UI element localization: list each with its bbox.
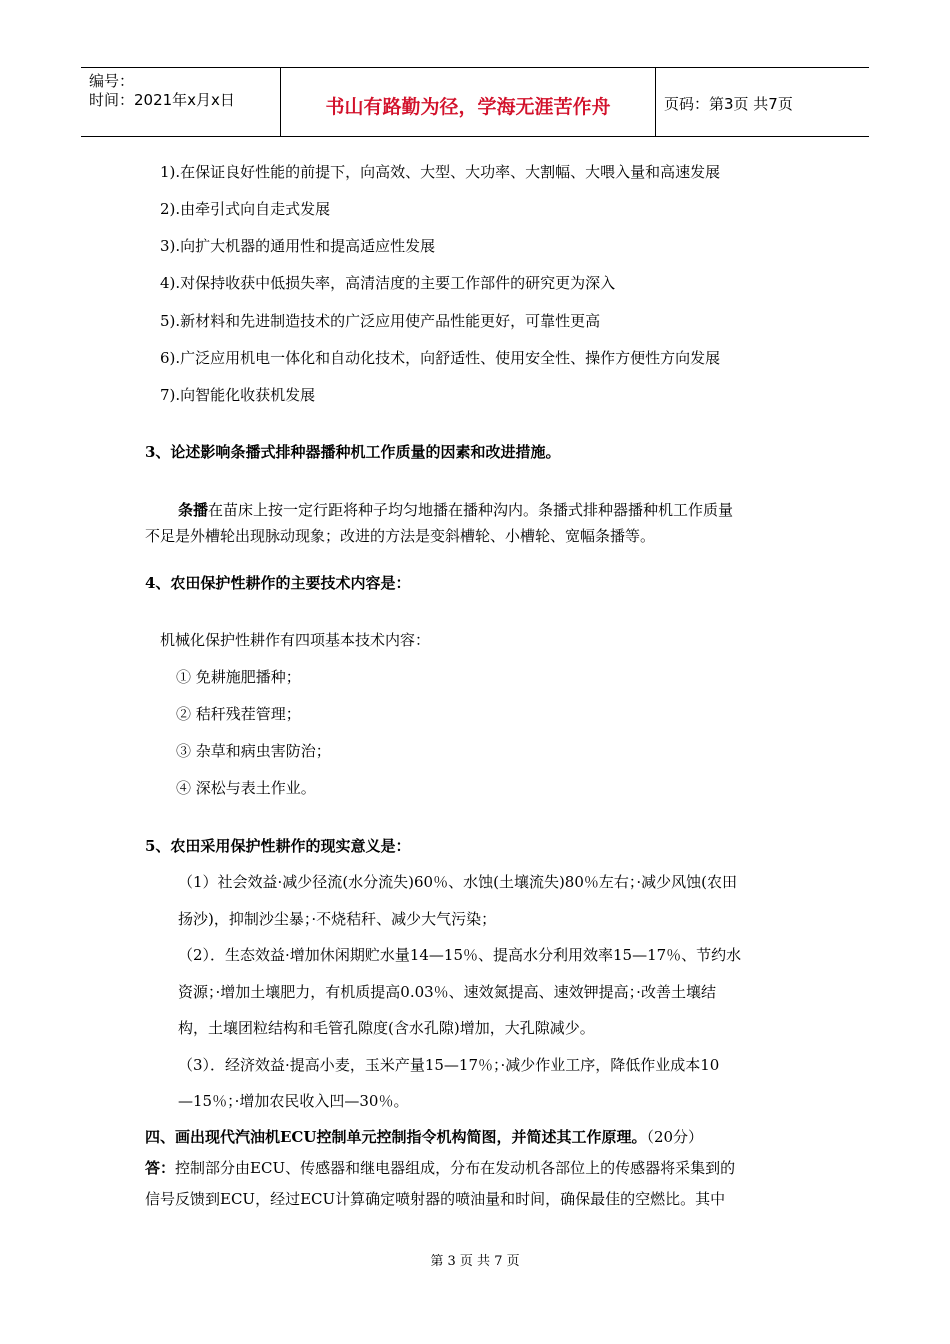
- question-3-title: 3、论述影响条播式排种器播种机工作质量的因素和改进措施。: [145, 443, 561, 461]
- question-4-item-2: ② 秸秆残茬管理；: [176, 705, 301, 723]
- page-footer: 第 3 页 共 7 页: [430, 1254, 520, 1269]
- question-5-title: 5、农田采用保护性耕作的现实意义是：: [145, 837, 411, 855]
- question-4-title: 4、农田保护性耕作的主要技术内容是：: [145, 574, 411, 592]
- term-tiaobo: 条播: [178, 501, 209, 519]
- header-mid-cell: [281, 68, 656, 136]
- header-motto: 书山有路勤为径，学海无涯苦作舟: [325, 96, 611, 118]
- header-table: [81, 67, 869, 137]
- document-date: 时间：2021年x月x日: [89, 91, 235, 109]
- question-5-line-4: 资源；·增加土壤肥力，有机质提高0.03％、速效氮提高、速效钾提高；·改善土壤结: [178, 983, 716, 1001]
- trend-1: 1).在保证良好性能的前提下，向高效、大型、大功率、大割幅、大喂入量和高速发展: [160, 163, 721, 181]
- header-left-cell: [81, 68, 281, 136]
- question-4-item-3: ③ 杂草和病虫害防治；: [176, 742, 331, 760]
- question-5-line-1: （1）社会效益·减少径流(水分流失)60％、水蚀(土壤流失)80％左右；·减少风蚀(农田: [178, 873, 738, 891]
- page-info: 页码：第3页 共7页: [664, 95, 793, 113]
- document-number: 编号：: [89, 72, 135, 90]
- section-four-title-line: [145, 1127, 703, 1147]
- trend-3: 3).向扩大机器的通用性和提高适应性发展: [160, 237, 436, 255]
- question-5-line-5: 构，土壤团粒结构和毛管孔隙度(含水孔隙)增加，大孔隙减少。: [178, 1019, 595, 1037]
- trend-6: 6).广泛应用机电一体化和自动化技术，向舒适性、使用安全性、操作方便性方向发展: [160, 349, 721, 367]
- header-right-cell: [656, 68, 869, 136]
- question-4-item-1: ① 免耕施肥播种；: [176, 668, 301, 686]
- trend-7: 7).向智能化收获机发展: [160, 386, 316, 404]
- trend-5: 5).新材料和先进制造技术的广泛应用使产品性能更好，可靠性更高: [160, 312, 601, 330]
- section-four-score: （20分）: [646, 1128, 704, 1146]
- question-5-line-6: （3）．经济效益·提高小麦，玉米产量15—17％；·减少作业工序，降低作业成本10: [178, 1056, 720, 1074]
- question-4-intro: 机械化保护性耕作有四项基本技术内容：: [160, 631, 431, 649]
- question-5-line-7: —15％；·增加农民收入凹—30％。: [178, 1092, 409, 1110]
- question-3-answer-line-2: 不足是外槽轮出现脉动现象；改进的方法是变斜槽轮、小槽轮、宽幅条播等。: [145, 527, 656, 545]
- trend-4: 4).对保持收获中低损失率，高清洁度的主要工作部件的研究更为深入: [160, 274, 616, 292]
- section-four-answer-text: 控制部分由ECU、传感器和继电器组成，分布在发动机各部位上的传感器将采集到的: [175, 1159, 736, 1177]
- question-5-line-2: 扬沙)，抑制沙尘暴；·不烧秸秆、减少大气污染；: [178, 910, 497, 928]
- question-5-line-3: （2）．生态效益·增加休闲期贮水量14—15％、提高水分利用效率15—17％、节约水: [178, 946, 742, 964]
- trend-2: 2).由牵引式向自走式发展: [160, 200, 331, 218]
- section-four-answer-line-1: [145, 1158, 735, 1178]
- question-4-item-4: ④ 深松与表土作业。: [176, 779, 316, 797]
- section-four-answer-line-2: 信号反馈到ECU，经过ECU计算确定喷射器的喷油量和时间，确保最佳的空燃比。其中: [145, 1190, 726, 1208]
- question-3-answer-line-1: [178, 500, 733, 520]
- answer-label: 答：: [145, 1159, 176, 1177]
- question-3-answer-text: 在苗床上按一定行距将种子均匀地播在播种沟内。条播式排种器播种机工作质量: [208, 501, 734, 519]
- section-four-title: 四、画出现代汽油机ECU控制单元控制指令机构简图，并简述其工作原理。: [145, 1128, 647, 1146]
